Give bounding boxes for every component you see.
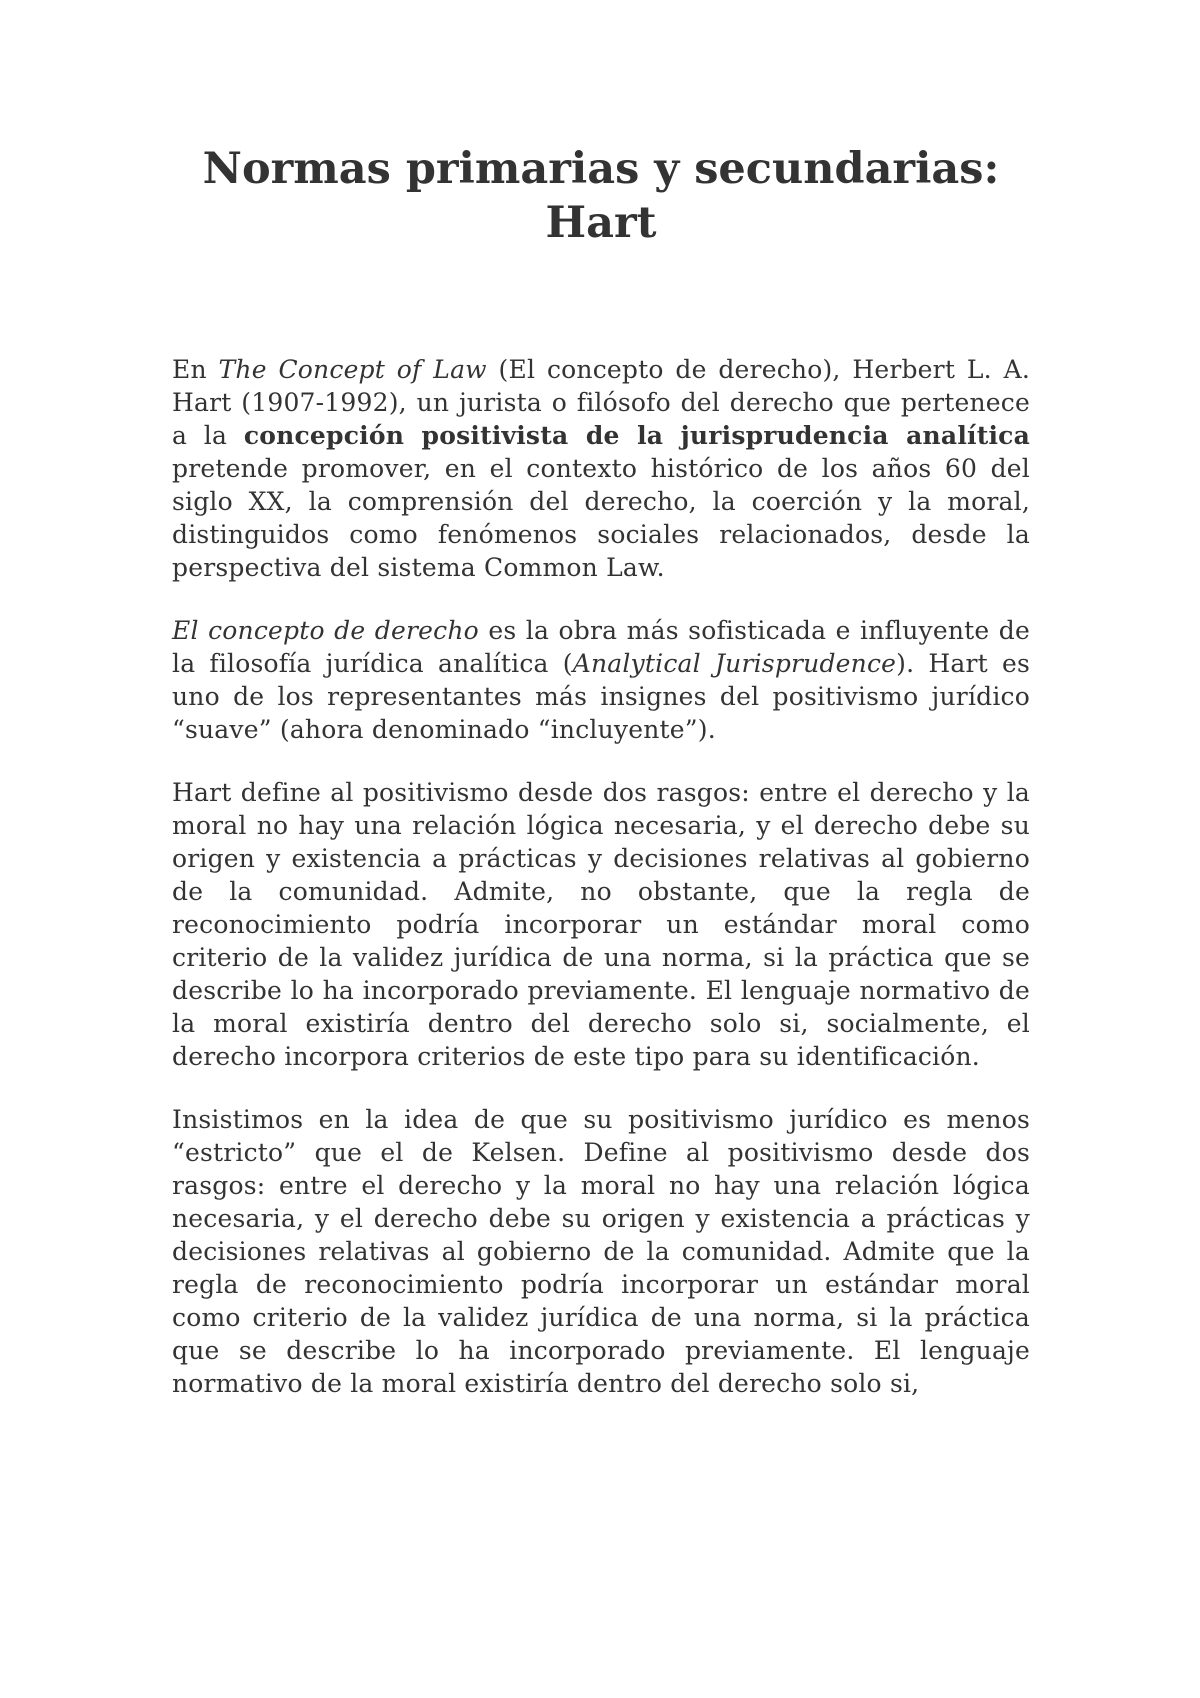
paragraph-2-text-2: ). Hart es uno de los representantes más insignes del positivismo jurídico “suave” (ahora denominado “incluyente”).	[172, 649, 1030, 744]
analytical-jurisprudence-term: Analytical Jurisprudence	[572, 649, 897, 678]
document-page	[172, 0, 1030, 1430]
paragraph-2	[172, 614, 1030, 746]
paragraph-1-text-2: (El concepto de derecho), Herbert L. A. Hart (1907-1992), un jurista o filósofo del derecho que pertenece a la	[172, 355, 1030, 450]
document-body	[172, 353, 1030, 1400]
paragraph-4-text: Insistimos en la idea de que su positivismo jurídico es menos “estricto” que el de Kelsen. Define al positivismo desde dos rasgos: entre el derecho y la moral no hay una relación lógica necesaria, y el derecho debe su origen y existencia a prácticas y decisiones relativas al gobierno de la comunidad. Admite que la regla de reconocimiento podría incorporar un estándar moral como criterio de la validez jurídica de una norma, si la práctica que se describe lo ha incorporado previamente. El lenguaje normativo de la moral existiría dentro del derecho solo si,	[172, 1105, 1030, 1398]
title-line-1: Normas primarias y secundarias:	[202, 144, 1000, 194]
paragraph-3	[172, 776, 1030, 1073]
paragraph-1-text-3: pretende promover, en el contexto histórico de los años 60 del siglo XX, la comprensión del derecho, la coerción y la moral, distinguidos como fenómenos sociales relacionados, desde la perspectiva del sistema Common Law.	[172, 454, 1030, 582]
emphasis-positivist-conception: concepción positivista de la jurisprudencia analítica	[243, 421, 1030, 450]
paragraph-4	[172, 1103, 1030, 1400]
paragraph-3-text: Hart define al positivismo desde dos rasgos: entre el derecho y la moral no hay una relación lógica necesaria, y el derecho debe su origen y existencia a prácticas y decisiones relativas al gobierno de la comunidad. Admite, no obstante, que la regla de reconocimiento podría incorporar un estándar moral como criterio de la validez jurídica de una norma, si la práctica que se describe lo ha incorporado previamente. El lenguaje normativo de la moral existiría dentro del derecho solo si, socialmente, el derecho incorpora criterios de este tipo para su identificación.	[172, 778, 1030, 1071]
book-title-english: The Concept of Law	[218, 355, 487, 384]
paragraph-1-text-1: En	[172, 355, 219, 384]
book-title-spanish: El concepto de derecho	[172, 616, 479, 645]
paragraph-1	[172, 353, 1030, 584]
paragraph-2-text-1: es la obra más sofisticada e influyente de la filosofía jurídica analítica (	[172, 616, 1030, 678]
page-title	[172, 142, 1030, 250]
title-line-2: Hart	[545, 198, 657, 248]
